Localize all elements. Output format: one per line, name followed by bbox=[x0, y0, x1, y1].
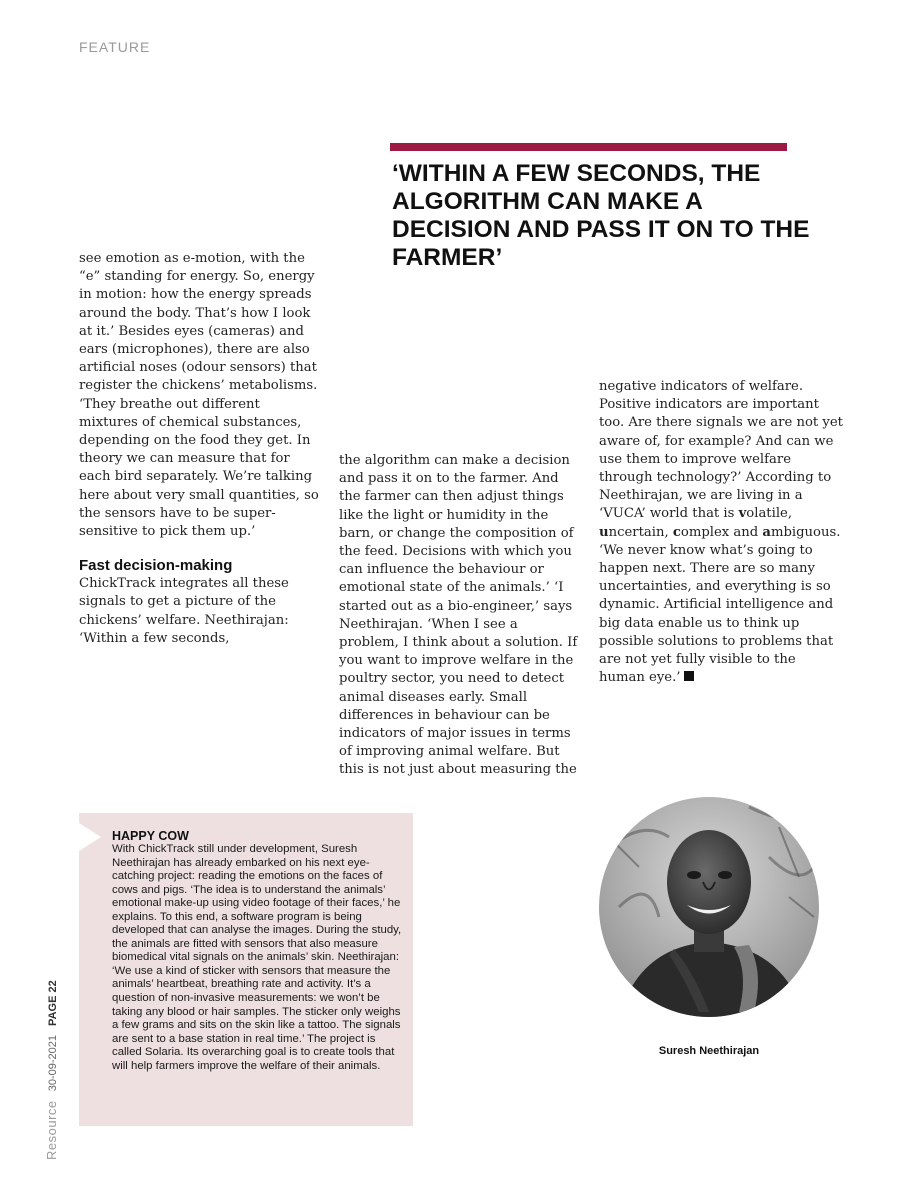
portrait-image bbox=[599, 797, 819, 1017]
pull-quote-bar bbox=[390, 143, 787, 151]
vuca-letter-c: c bbox=[672, 524, 681, 540]
column-2-paragraph: the algorithm can make a decision and pass it on to the farmer. And the farmer can then adjust things like the light or humidity in the barn, or change the composition of the feed. Decisions with which you can influence the behaviour or emotional state of the animals.’ ‘I started out as a bio-engineer,’ says Neethirajan. ‘When I see a problem, I think about a solution. If you want to improve welfare in the poultry sector, you need to detect animal diseases early. Small differences in behaviour can be indicators of major issues in terms of improving animal welfare. But this is not just about measuring the bbox=[339, 453, 578, 778]
box-text: With ChickTrack still under development, Suresh Neethirajan has already embarked on his next eye-catching project: reading the emotions on the faces of cows and pigs. ‘The idea is to understand the animals’ emotional make-up using video footage of their faces,’ he explains. To this end, a software program is being developed that can analyse the images. During the study, the animals are fitted with sensors that also measure biomedical vital signals on the animals’ skin. Neethirajan: ‘We use a kind of sticker with sensors that measure the animals’ heartbeat, breathing rate and activity. It’s a question of non-invasive measurements: we won’t be taking any blood or hair samples. The sticker only weighs a few grams and sits on the skin like a tattoo. The signals are sent to a base station in real time.’ The project is called Solaria. Its overarching goal is to create tools that will help farmers improve the welfare of their animals. bbox=[112, 843, 402, 1072]
portrait-photo bbox=[599, 797, 819, 1017]
vuca-letter-a: a bbox=[762, 524, 771, 540]
article-column-3 bbox=[599, 378, 844, 687]
column-3-text: negative indicators of welfare. Positive indicators are important too. Are there signals we are not yet aware of, for example? And can we use them to improve welfare through technology?’ According to Neethirajan, we are living in a ‘VUCA’ world that is bbox=[599, 379, 843, 522]
folio-brand: Resource bbox=[44, 1100, 59, 1160]
column-1-paragraph: see emotion as e-motion, with the “e” standing for energy. So, energy in motion: how the energy spreads around the body. That’s how I look at it.’ Besides eyes (cameras) and ears (microphones), there are also artificial noses (odour sensors) that register the chickens’ metabolisms. ‘They breathe out different mixtures of chemical substances, depending on the food they get. In theory we can measure that for each bird separately. We’re talking here about very small quantities, so the sensors have to be super-sensitive to pick them up.’ bbox=[79, 251, 319, 540]
section-label: FEATURE bbox=[79, 39, 151, 55]
box-arrow-icon bbox=[79, 823, 101, 851]
vuca-letter-u: u bbox=[599, 524, 609, 540]
folio bbox=[45, 970, 59, 1160]
column-3-closing-text: ‘We never know what’s going to happen next. There are so many uncertainties, and everything is so dynamic. Artificial intelligence and big data enable us to think up possible solutions to problems that are not yet fully visible to the human eye.’ bbox=[599, 542, 834, 686]
folio-page-number: PAGE 22 bbox=[47, 980, 59, 1026]
vuca-word-ambiguous: mbiguous. bbox=[770, 524, 841, 540]
vuca-word-volatile: olatile, bbox=[746, 506, 793, 522]
column-3-paragraph-2 bbox=[599, 542, 844, 688]
pull-quote: ‘WITHIN A FEW SECONDS, THE ALGORITHM CAN MAKE A DECISION AND PASS IT ON TO THE FARMER’ bbox=[392, 160, 810, 271]
article-column-1 bbox=[79, 250, 319, 648]
end-of-article-mark bbox=[684, 671, 694, 681]
box-title: HAPPY COW bbox=[112, 829, 189, 843]
vuca-word-complex: omplex and bbox=[680, 524, 763, 540]
photo-caption: Suresh Neethirajan bbox=[658, 1045, 760, 1057]
subheading: Fast decision-making bbox=[79, 557, 233, 575]
sidebar-box bbox=[79, 813, 413, 1126]
article-column-2 bbox=[339, 452, 581, 780]
vuca-word-uncertain: ncertain, bbox=[608, 524, 673, 540]
column-1-paragraph-2: ChickTrack integrates all these signals to get a picture of the chickens’ welfare. Neethirajan: ‘Within a few seconds, bbox=[79, 576, 289, 646]
column-3-paragraph bbox=[599, 378, 844, 542]
vuca-letter-v: v bbox=[738, 506, 747, 522]
folio-date: 30-09-2021 bbox=[47, 1035, 59, 1092]
